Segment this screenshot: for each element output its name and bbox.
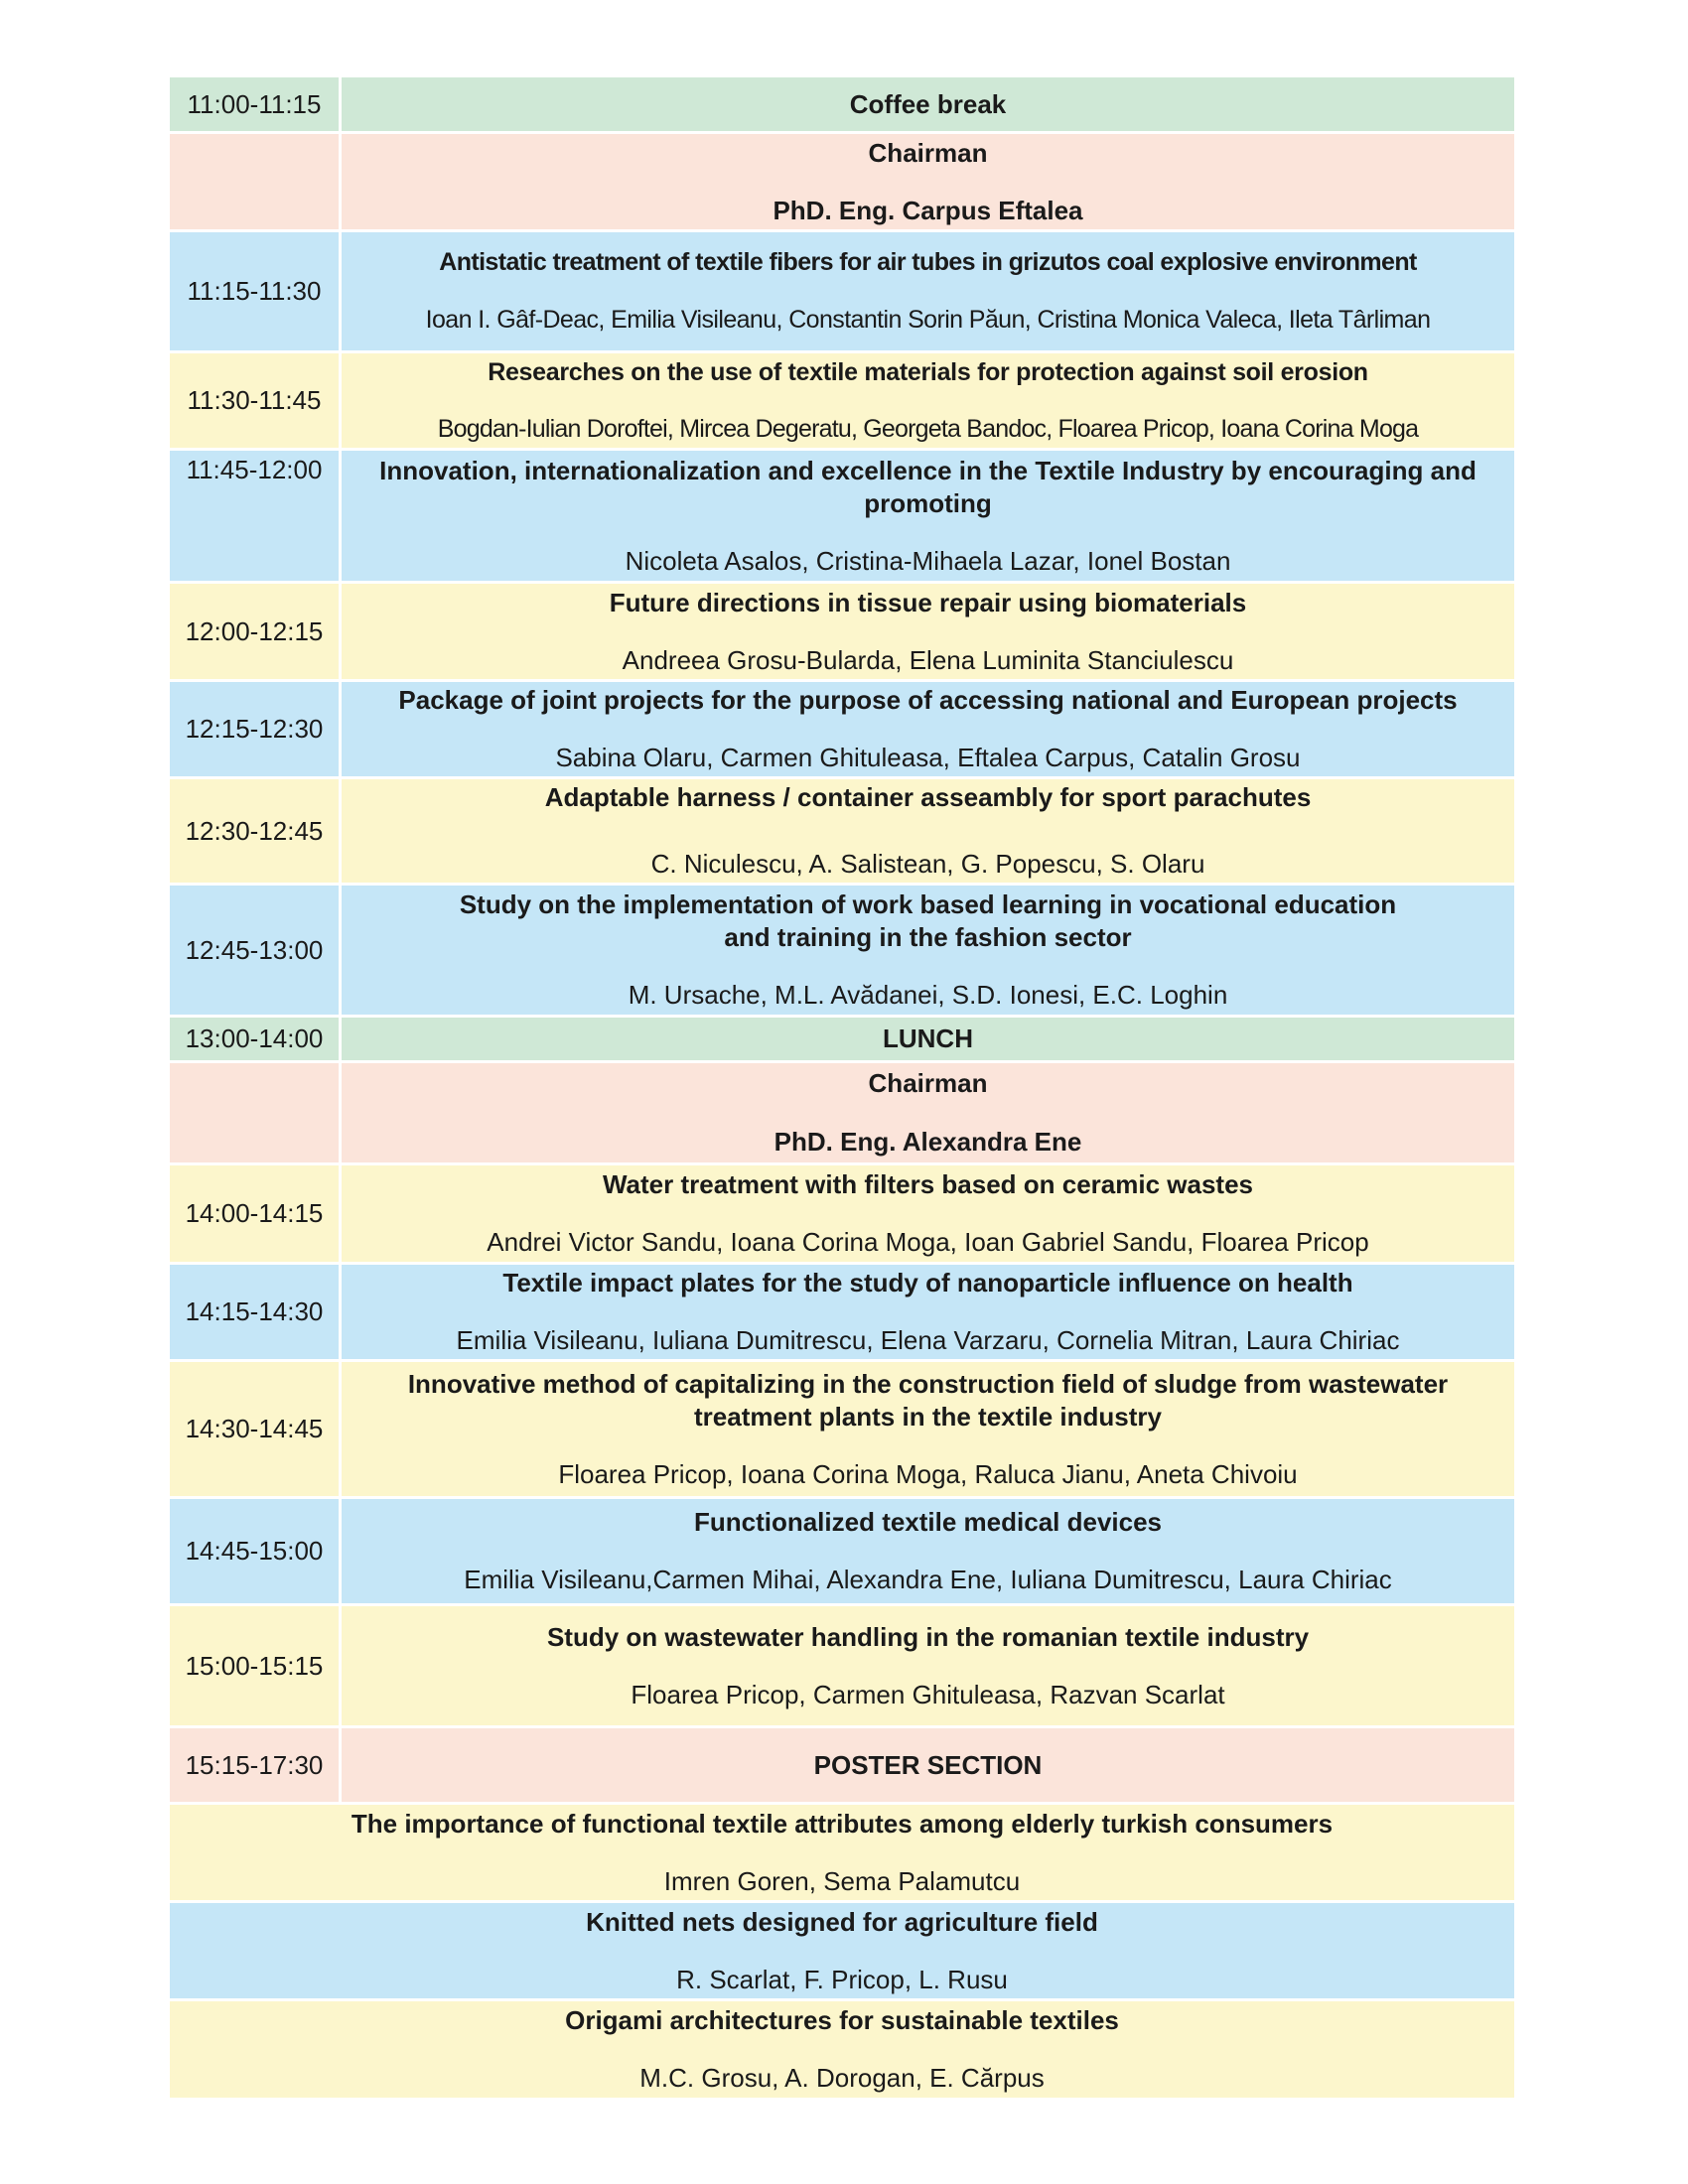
paper-title: Antistatic treatment of textile fibers for air tubes in grizutos coal explosive environment <box>439 248 1417 276</box>
time-slot: 15:00-15:15 <box>169 1605 341 1727</box>
chairman-row <box>169 1062 1516 1164</box>
schedule-row <box>169 450 1516 583</box>
paper-title: Water treatment with filters based on ceramic wastes <box>602 1169 1254 1199</box>
poster-title: Origami architectures for sustainable textiles <box>565 2005 1119 2035</box>
schedule-row <box>169 1605 1516 1727</box>
schedule-row <box>169 231 1516 352</box>
time-slot: 14:45-15:00 <box>169 1498 341 1605</box>
title-text: Coffee break <box>849 88 1007 119</box>
paper-title: Study on wastewater handling in the romanian textile industry <box>546 1621 1310 1652</box>
paper-authors: Andrei Victor Sandu, Ioana Corina Moga, Ioan Gabriel Sandu, Floarea Pricop <box>487 1227 1369 1257</box>
paper-authors: C. Niculescu, A. Salistean, G. Popescu, S. Olaru <box>650 849 1205 879</box>
paper-title: Textile impact plates for the study of nanoparticle influence on health <box>502 1268 1353 1297</box>
time-slot: 12:45-13:00 <box>169 885 341 1017</box>
schedule-row <box>169 1727 1516 1804</box>
time-slot-empty <box>169 1062 341 1164</box>
poster-cell <box>169 1804 1516 1902</box>
poster-row <box>169 2000 1516 2100</box>
paper-authors: Nicoleta Asalos, Cristina-Mihaela Lazar, Ionel Bostan <box>625 546 1231 576</box>
paper-cell <box>341 231 1516 352</box>
time-slot: 14:30-14:45 <box>169 1361 341 1498</box>
paper-authors: Emilia Visileanu, Iuliana Dumitrescu, Elena Varzaru, Cornelia Mitran, Laura Chiriac <box>456 1325 1400 1355</box>
time-slot: 12:00-12:15 <box>169 583 341 681</box>
paper-authors: Bogdan-Iulian Doroftei, Mircea Degeratu, Georgeta Bandoc, Floarea Pricop, Ioana Corina Moga <box>437 414 1419 443</box>
schedule-row <box>169 1361 1516 1498</box>
paper-title: Adaptable harness / container asseambly for sport parachutes <box>544 782 1312 812</box>
paper-cell <box>341 1498 1516 1605</box>
paper-authors: Floarea Pricop, Ioana Corina Moga, Raluca Jianu, Aneta Chivoiu <box>558 1458 1298 1489</box>
paper-title-line-2: and training in the fashion sector <box>724 922 1132 952</box>
schedule-row <box>169 1017 1516 1062</box>
paper-cell <box>341 1605 1516 1727</box>
chairman-row <box>169 133 1516 231</box>
paper-cell <box>341 885 1516 1017</box>
paper-authors: Emilia Visileanu,Carmen Mihai, Alexandra Ene, Iuliana Dumitrescu, Laura Chiriac <box>464 1565 1392 1594</box>
paper-authors: Sabina Olaru, Carmen Ghituleasa, Eftalea Carpus, Catalin Grosu <box>555 743 1301 772</box>
schedule-row <box>169 1264 1516 1361</box>
time-slot: 14:00-14:15 <box>169 1164 341 1264</box>
time-slot: 11:00-11:15 <box>169 76 341 133</box>
schedule-row <box>169 1164 1516 1264</box>
time-slot: 12:30-12:45 <box>169 778 341 885</box>
schedule-row <box>169 583 1516 681</box>
paper-authors: Andreea Grosu-Bularda, Elena Luminita Stanciulescu <box>622 644 1234 675</box>
paper-cell <box>341 778 1516 885</box>
time-slot-empty <box>169 133 341 231</box>
session-title <box>341 76 1516 133</box>
paper-title: Future directions in tissue repair using biomaterials <box>609 587 1247 617</box>
poster-title: Knitted nets designed for agriculture field <box>586 1906 1098 1937</box>
chairman-name: PhD. Eng. Carpus Eftalea <box>773 195 1083 225</box>
paper-cell <box>341 1361 1516 1498</box>
poster-authors: M.C. Grosu, A. Dorogan, E. Cărpus <box>639 2063 1045 2093</box>
time-slot: 11:45-12:00 <box>169 450 341 583</box>
paper-cell <box>341 583 1516 681</box>
paper-title-line-2: treatment plants in the textile industry <box>694 1401 1162 1432</box>
paper-title: Functionalized textile medical devices <box>693 1507 1163 1537</box>
chairman-name: PhD. Eng. Alexandra Ene <box>774 1127 1082 1157</box>
poster-authors: Imren Goren, Sema Palamutcu <box>663 1865 1021 1896</box>
paper-title-line-1: Innovative method of capitalizing in the construction field of sludge from wastewater <box>407 1368 1449 1399</box>
poster-title: The importance of functional textile attributes among elderly turkish consumers <box>351 1808 1334 1839</box>
chairman-label: Chairman <box>868 1068 988 1098</box>
paper-cell <box>341 352 1516 450</box>
title-text: LUNCH <box>883 1024 973 1053</box>
poster-row <box>169 1902 1516 2000</box>
schedule-row <box>169 76 1516 133</box>
time-slot: 12:15-12:30 <box>169 681 341 778</box>
paper-title: Package of joint projects for the purpose of accessing national and European projects <box>398 685 1458 715</box>
schedule-row <box>169 778 1516 885</box>
schedule-row <box>169 885 1516 1017</box>
paper-authors: M. Ursache, M.L. Avădanei, S.D. Ionesi, E.C. Loghin <box>628 980 1228 1010</box>
schedule-row <box>169 352 1516 450</box>
time-slot: 11:15-11:30 <box>169 231 341 352</box>
paper-cell <box>341 450 1516 583</box>
title-text: POSTER SECTION <box>813 1749 1043 1780</box>
time-slot: 13:00-14:00 <box>169 1017 341 1062</box>
paper-authors: Ioan I. Gâf-Deac, Emilia Visileanu, Constantin Sorin Păun, Cristina Monica Valeca, Ileta Târliman <box>425 306 1431 334</box>
poster-row <box>169 1804 1516 1902</box>
session-title <box>341 1727 1516 1804</box>
paper-cell <box>341 681 1516 778</box>
poster-authors: R. Scarlat, F. Pricop, L. Rusu <box>676 1964 1008 1994</box>
time-slot: 15:15-17:30 <box>169 1727 341 1804</box>
time-slot: 11:30-11:45 <box>169 352 341 450</box>
poster-cell <box>169 1902 1516 2000</box>
paper-cell <box>341 1264 1516 1361</box>
schedule-row <box>169 1498 1516 1605</box>
paper-title: Researches on the use of textile materials for protection against soil erosion <box>488 357 1368 386</box>
paper-title: Innovation, internationalization and excellence in the Textile Industry by encouraging and promoting <box>379 456 1477 518</box>
paper-authors: Floarea Pricop, Carmen Ghituleasa, Razvan Scarlat <box>631 1679 1225 1709</box>
chairman-cell <box>341 133 1516 231</box>
paper-cell <box>341 1164 1516 1264</box>
program-schedule-table <box>167 74 1517 2101</box>
schedule-row <box>169 681 1516 778</box>
poster-cell <box>169 2000 1516 2100</box>
paper-title-line-1: Study on the implementation of work based learning in vocational education <box>459 889 1397 919</box>
chairman-label: Chairman <box>868 137 988 168</box>
chairman-cell <box>341 1062 1516 1164</box>
time-slot: 14:15-14:30 <box>169 1264 341 1361</box>
session-title <box>341 1017 1516 1062</box>
